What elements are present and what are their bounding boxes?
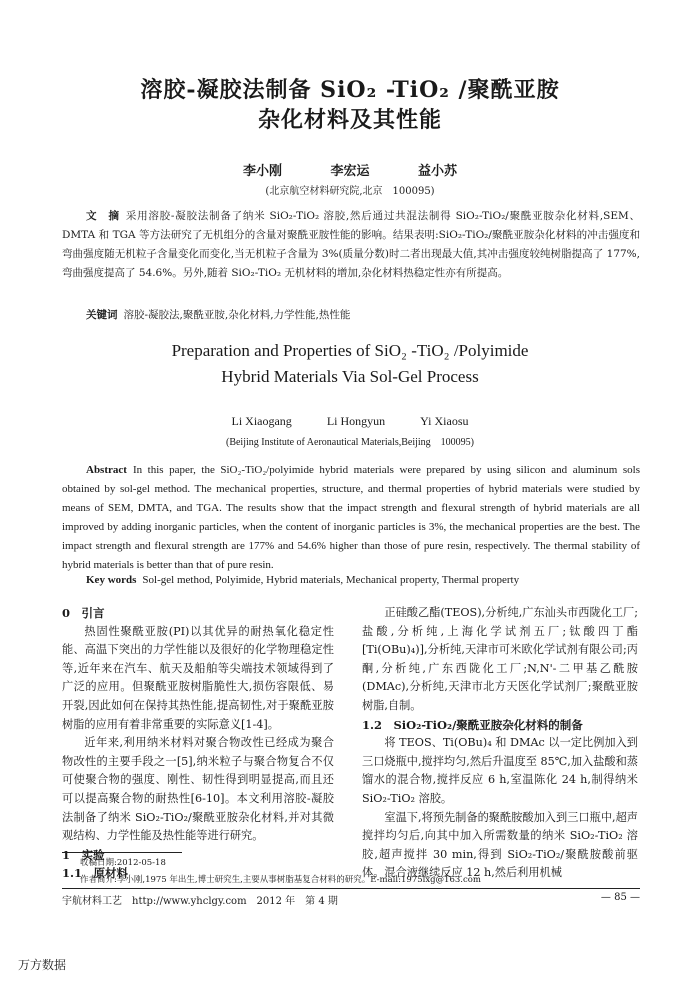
- abstract-cn: [62, 207, 640, 307]
- section-heading-intro: 0 引言: [62, 606, 105, 620]
- section-heading-preparation: 1.2 SiO₂-TiO₂/聚酰亚胺杂化材料的制备: [362, 717, 583, 732]
- keywords-cn: [86, 306, 640, 325]
- right-column: [362, 604, 638, 880]
- abstract-cn-text: 采用溶胶-凝胶法制备了纳米 SiO₂-TiO₂ 溶胶,然后通过共混法制得 SiO₂-TiO₂/聚酰亚胺杂化材料,SEM、DMTA 和 TGA 等方法研究了无机组分的含量对聚酰亚胺性能的影响。结果表明:SiO₂-TiO₂/聚酰亚胺杂化材料的冲击强度和弯曲强度随无机粒子含量变化而变化,当无机粒子含量为 3%(质量分数)时二者出现最大值,其冲击强度较纯树脂提高了 177%,弯曲强度提高了 54.6%。另外,随着 SiO₂-TiO₂ 无机材料的增加,杂化材料热稳定性亦有所提高。: [62, 210, 641, 279]
- keywords-en-text: Sol-gel method, Polyimide, Hybrid materials, Mechanical property, Thermal property: [142, 574, 520, 586]
- keywords-cn-text: 溶胶-凝胶法,聚酰亚胺,杂化材料,力学性能,热性能: [123, 309, 351, 321]
- author-cn: 李小刚: [242, 164, 282, 179]
- abstract-en-text: In this paper, the SiO₂-TiO₂/polyimide hybrid materials were prepared by using silicon and aluminum sols obtained by sol-gel method. The mechanical properties, structure, and thermal properties of hybrid materials were studied by means of SEM, DMTA, and TGA. The results show that the impact strength and flexural strength of hybrid materials are all improved by adding inorganic particles, when the content of inorganic particles is 3%, the mechanical properties are the best. The impact strength and flexural strength are 177% and 54.6% higher than those of pure resin, respectively. The thermal stability of hybrid materials is better than that of pure resin.: [62, 464, 640, 571]
- section-heading-experiment: 1 实验: [62, 847, 105, 862]
- abstract-en: [62, 461, 640, 575]
- abstract-cn-label: 文 摘: [86, 210, 120, 222]
- affiliation-cn: (北京航空材料研究院,北京 100095): [265, 186, 435, 197]
- materials-paragraph: 正硅酸乙酯(TEOS),分析纯,广东汕头市西陇化工厂;盐酸,分析纯,上海化学试剂五厂;钛酸四丁酯[Ti(OBu)₄)],分析纯,天津市可米欧化学试剂有限公司;丙酮,分析纯,广东西陇化工厂;N,N'-二甲基乙酰胺(DMAc),分析纯,天津市北方天医化学试剂厂;聚酰亚胺树脂,自制。: [362, 606, 638, 712]
- title-en-line1: Preparation and Properties of SiO₂ -TiO₂ /Polyimide: [171, 341, 529, 360]
- footnote-author: 作者简介:李小刚,1975 年出生,博士研究生,主要从事树脂基复合材料的研究。E-mail:1975lxg@163.com: [80, 875, 481, 885]
- intro-paragraph-2: 近年来,利用纳米材料对聚合物改性已经成为聚合物改性的主要手段之一[5],纳米粒子与聚合物复合不仅可使聚合物的强度、刚性、韧性得到明显提高,而且还可以提高聚合物的耐热性[6-10]。本文利用溶胶-凝胶法制备了纳米 SiO₂-TiO₂/聚酰亚胺杂化材料,并对其微观结构、力学性能及热性能等进行研究。: [62, 736, 334, 843]
- author-en: Yi Xiaosu: [420, 414, 469, 428]
- footnote-received: 收稿日期:2012-05-18: [80, 858, 166, 868]
- title-en-line2: Hybrid Materials Via Sol-Gel Process: [221, 367, 479, 386]
- affiliation-en: (Beijing Institute of Aeronautical Materials,Beijing 100095): [225, 437, 474, 448]
- preparation-paragraph-2: 室温下,将预先制备的聚酰胺酸加入到三口瓶中,超声搅拌均匀后,向其中加入所需数量的纳米 SiO₂-TiO₂ 溶胶,超声搅拌 30 min,得到 SiO₂-TiO₂/聚酰胺酸前驱体。混合液继续反应 12 h,然后利用机械: [362, 810, 638, 880]
- section-heading-materials: 1.1 原材料: [62, 866, 129, 881]
- author-cn: 益小苏: [418, 164, 458, 179]
- abstract-en-label: Abstract: [86, 464, 127, 476]
- author-en: Li Xiaogang: [231, 414, 292, 428]
- authors-en: [0, 414, 700, 429]
- title-cn-line2: 杂化材料及其性能: [257, 107, 442, 133]
- keywords-en: [86, 571, 640, 590]
- intro-paragraph-1: 热固性聚酰亚胺(PI)以其优异的耐热氧化稳定性能、高温下突出的力学性能以及很好的化学物理稳定性等,近年来在汽车、航天及船舶等尖端技术领域得到了广泛的应用。但聚酰亚胺树脂脆性大,损伤容限低、易开裂,因此如何在保持其热性能,提高韧性,对于聚酰亚胺树脂的应用有着非常重要的实际意义[1-4]。: [62, 624, 334, 731]
- keywords-cn-label: 关键词: [86, 309, 118, 321]
- authors-cn: [0, 160, 700, 179]
- journal-footer: 宇航材料工艺 http://www.yhclgy.com 2012 年 第 4 期: [62, 896, 338, 907]
- footnote-rule: [62, 852, 182, 853]
- footer-rule: [62, 888, 640, 889]
- author-en: Li Hongyun: [326, 414, 386, 428]
- preparation-paragraph-1: 将 TEOS、Ti(OBu)₄ 和 DMAc 以一定比例加入到三口烧瓶中,搅拌均匀,然后升温度至 85℃,加入盐酸和蒸馏水的混合物,搅拌反应 6 h,室温陈化 24 h,制得纳米 SiO₂-TiO₂ 溶胶。: [362, 736, 638, 805]
- title-cn-line1: 溶胶-凝胶法制备 SiO₂ -TiO₂ /聚酰亚胺: [140, 77, 560, 103]
- page-number: — 85 —: [600, 892, 640, 903]
- watermark: 万方数据: [18, 958, 67, 972]
- keywords-en-label: Key words: [86, 574, 137, 586]
- author-cn: 李宏运: [330, 164, 370, 179]
